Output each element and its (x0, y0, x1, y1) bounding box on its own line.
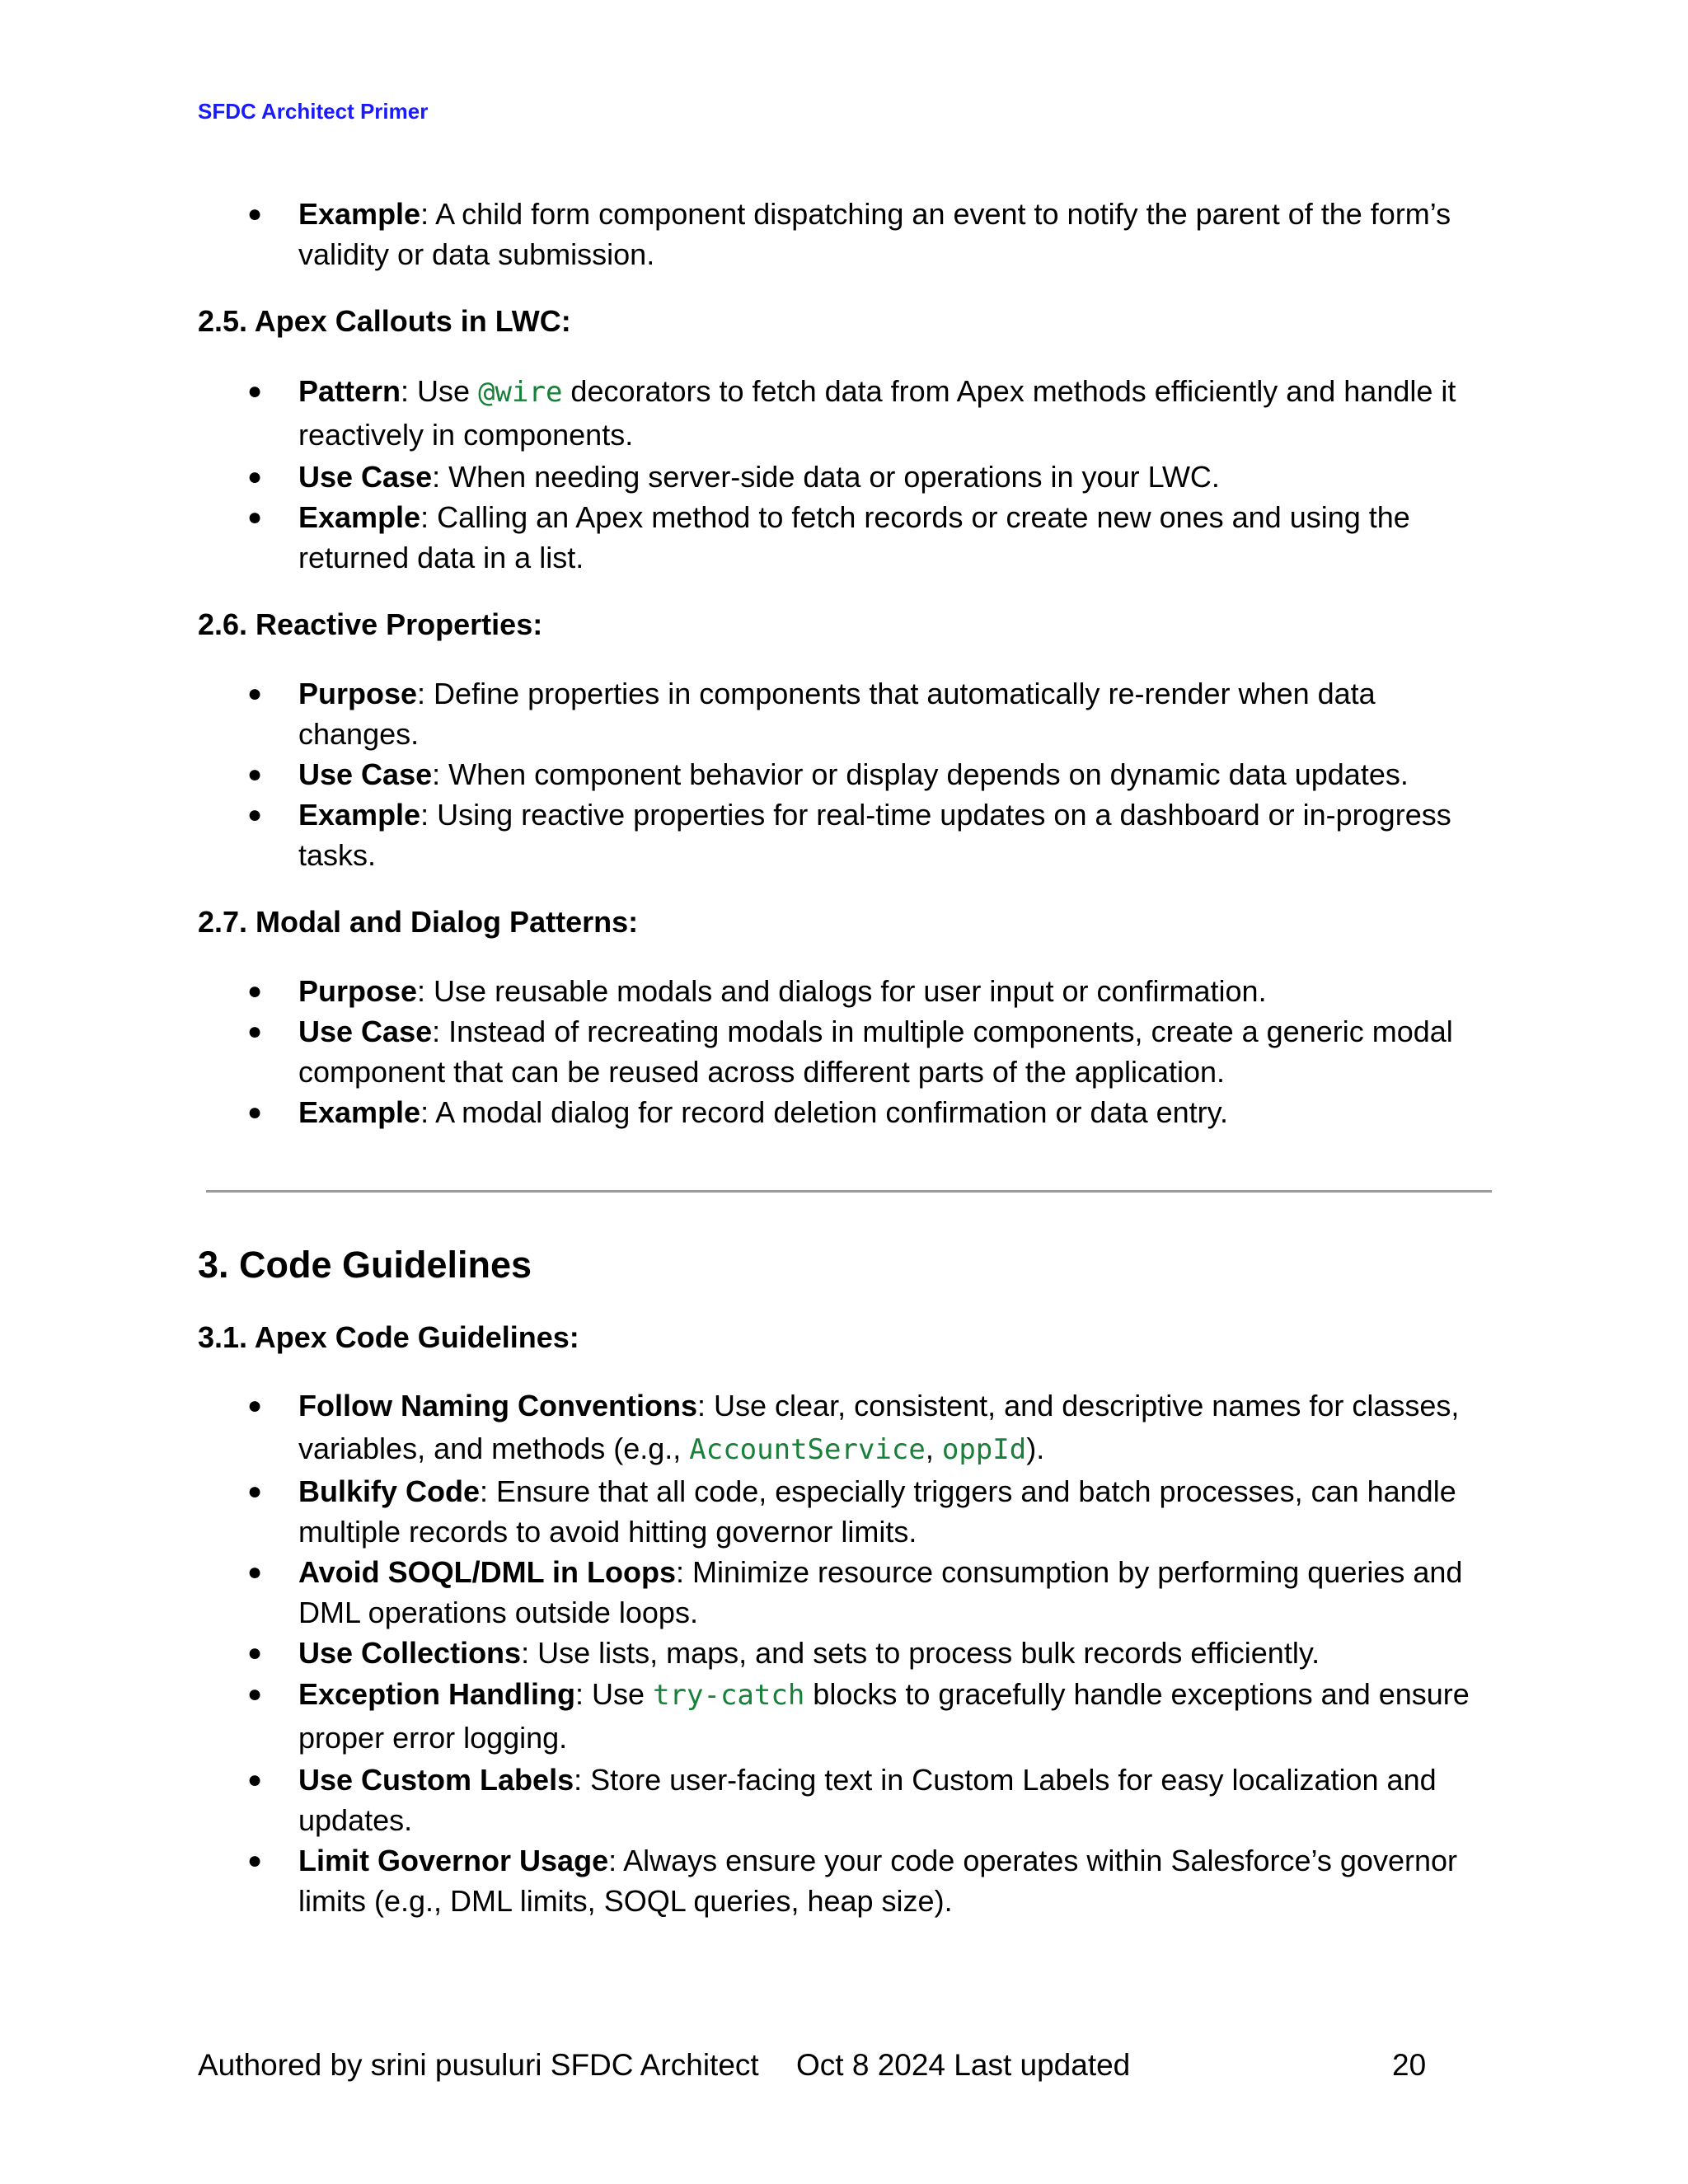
bullet-term: Purpose (298, 677, 418, 710)
bullet-text: : Use (575, 1677, 654, 1711)
bullet-icon: ● (247, 377, 263, 405)
list-item (198, 971, 1500, 1011)
bullet-icon: ● (247, 1018, 263, 1045)
bullet-text: : Instead of recreating modals in multiple components, create a generic modal component that can be reused across different parts of the application. (298, 1015, 1453, 1089)
page-content (198, 194, 1500, 1921)
bullet-term: Example (298, 197, 421, 231)
inline-code: oppId (941, 1433, 1027, 1466)
list-item (198, 1385, 1500, 1471)
bullet-icon: ● (247, 504, 263, 531)
section-2-7-list (198, 971, 1500, 1132)
bullet-text: decorators to fetch data from Apex methods efficiently and handle it reactively in components. (298, 374, 1456, 452)
list-item (198, 1673, 1500, 1760)
bullet-text: : Ensure that all code, especially triggers and batch processes, can handle multiple records to avoid hitting governor limits. (298, 1474, 1456, 1549)
inline-code: AccountService (689, 1433, 926, 1466)
section-3-1-heading: 3.1. Apex Code Guidelines: (198, 1320, 579, 1354)
inline-code: try-catch (653, 1679, 805, 1712)
bullet-icon: ● (247, 1478, 263, 1505)
horizontal-divider (206, 1190, 1492, 1193)
bullet-term: Use Custom Labels (298, 1763, 574, 1797)
bullet-icon: ● (247, 1680, 263, 1708)
footer-author: Authored by srini pusuluri SFDC Architect (198, 2048, 759, 2082)
section-3-1-list (198, 1385, 1500, 1921)
bullet-text: blocks to gracefully handle exceptions and ensure proper error logging. (298, 1677, 1470, 1755)
bullet-icon: ● (247, 1099, 263, 1126)
list-item (198, 794, 1500, 875)
list-item (198, 1840, 1500, 1921)
list-item (198, 194, 1500, 274)
bullet-term: Use Collections (298, 1636, 522, 1670)
list-item (198, 1633, 1500, 1673)
bullet-text: : Use reusable modals and dialogs for user input or confirmation. (417, 974, 1267, 1008)
list-item (198, 1092, 1500, 1132)
bullet-text: : Minimize resource consumption by performing queries and DML operations outside loops. (298, 1555, 1463, 1629)
list-item (198, 1471, 1500, 1552)
section-2-5-list (198, 370, 1500, 578)
list-item (198, 497, 1500, 578)
section-2-5-heading: 2.5. Apex Callouts in LWC: (198, 304, 571, 338)
bullet-text: , (925, 1432, 942, 1465)
bullet-text: : Calling an Apex method to fetch records or create new ones and using the returned data in a list. (298, 500, 1410, 574)
bullet-icon: ● (247, 1558, 263, 1586)
bullet-icon: ● (247, 1392, 263, 1419)
footer-last-updated: Oct 8 2024 Last updated (796, 2048, 1131, 2082)
list-item (198, 1011, 1500, 1092)
bullet-term: Use Case (298, 757, 433, 791)
intro-bullet-list (198, 194, 1500, 274)
bullet-term: Avoid SOQL/DML in Loops (298, 1555, 676, 1589)
bullet-text: : Use lists, maps, and sets to process bulk records efficiently. (521, 1636, 1320, 1670)
section-3-heading: 3. Code Guidelines (198, 1244, 532, 1286)
page-number: 20 (1392, 2048, 1427, 2082)
list-item (198, 457, 1500, 497)
bullet-term: Follow Naming Conventions (298, 1389, 697, 1422)
section-2-6-heading: 2.6. Reactive Properties: (198, 607, 543, 641)
bullet-icon: ● (247, 680, 263, 707)
bullet-text: : A child form component dispatching an event to notify the parent of the form’s validity or data submission. (298, 197, 1451, 271)
bullet-term: Example (298, 1095, 421, 1129)
bullet-text: : Using reactive properties for real-time updates on a dashboard or in-progress tasks. (298, 798, 1451, 872)
bullet-text: : When needing server-side data or operations in your LWC. (432, 460, 1220, 494)
bullet-icon: ● (247, 1847, 263, 1874)
bullet-term: Exception Handling (298, 1677, 576, 1711)
bullet-term: Bulkify Code (298, 1474, 481, 1508)
bullet-text: : When component behavior or display depends on dynamic data updates. (432, 757, 1409, 791)
list-item (198, 673, 1500, 754)
bullet-term: Pattern (298, 374, 401, 408)
list-item (198, 1760, 1500, 1840)
bullet-icon: ● (247, 801, 263, 828)
bullet-text: ). (1026, 1432, 1045, 1465)
bullet-text: : Always ensure your code operates within Salesforce’s governor limits (e.g., DML limits, SOQL queries, heap size). (298, 1844, 1457, 1918)
bullet-term: Purpose (298, 974, 418, 1008)
bullet-term: Use Case (298, 1015, 433, 1048)
bullet-icon: ● (247, 463, 263, 490)
bullet-icon: ● (247, 200, 263, 227)
bullet-icon: ● (247, 1639, 263, 1666)
bullet-term: Example (298, 500, 421, 534)
bullet-text: : Define properties in components that automatically re-render when data changes. (298, 677, 1376, 751)
bullet-term: Example (298, 798, 421, 832)
bullet-text: : Use (401, 374, 479, 408)
bullet-text: : Store user-facing text in Custom Labels for easy localization and updates. (298, 1763, 1437, 1837)
bullet-icon: ● (247, 977, 263, 1005)
list-item (198, 754, 1500, 794)
running-header: SFDC Architect Primer (198, 99, 429, 124)
inline-code: @wire (478, 376, 563, 409)
section-2-7-heading: 2.7. Modal and Dialog Patterns: (198, 905, 639, 939)
bullet-term: Limit Governor Usage (298, 1844, 609, 1877)
bullet-text: : A modal dialog for record deletion confirmation or data entry. (420, 1095, 1228, 1129)
list-item (198, 1552, 1500, 1633)
bullet-text: : Use clear, consistent, and descriptive names for classes, variables, and methods (e.g., (298, 1389, 1460, 1465)
list-item (198, 370, 1500, 457)
bullet-icon: ● (247, 1766, 263, 1793)
bullet-icon: ● (247, 761, 263, 788)
bullet-term: Use Case (298, 460, 433, 494)
section-2-6-list (198, 673, 1500, 875)
